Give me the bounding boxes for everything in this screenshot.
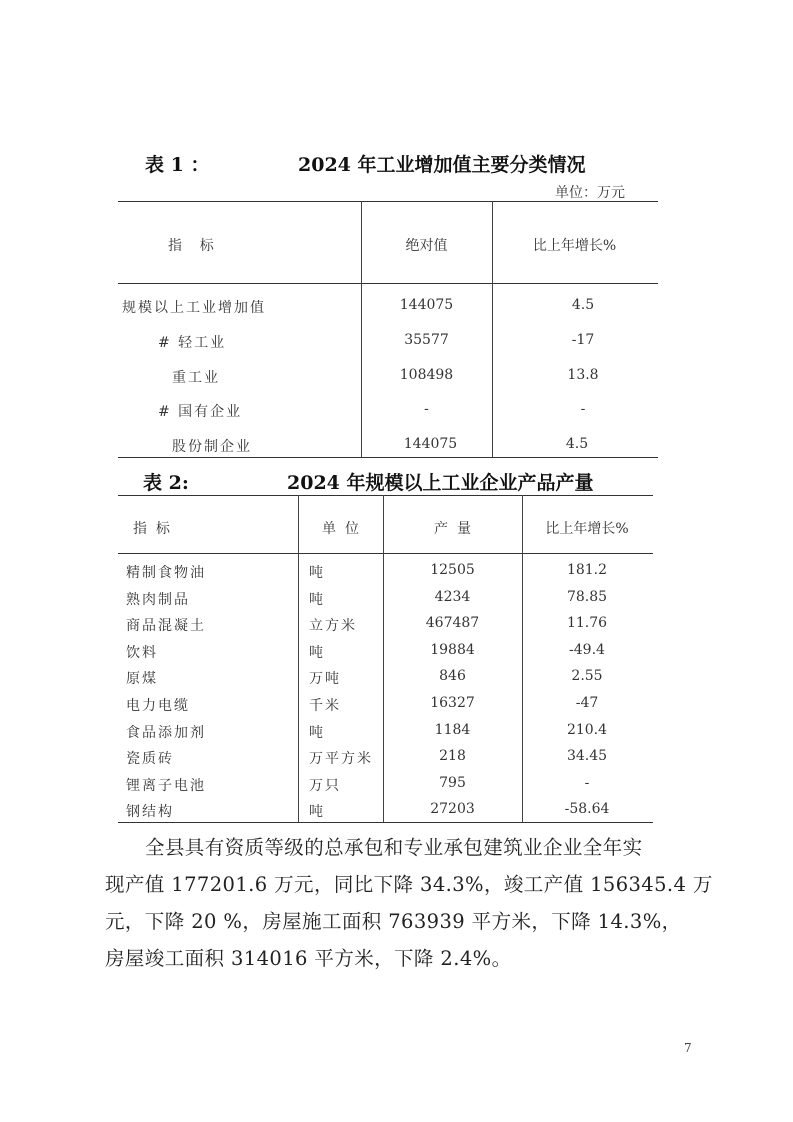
table2-header-unit: 单 位 [322,521,359,537]
paragraph-line: 元，下降 20 %，房屋施工面积 763939 平方米，下降 14.3%， [105,910,682,933]
table1-cell-growth: -17 [571,332,595,348]
table2-cell-growth: -47 [575,695,599,711]
table1-cell-indicator: # 国有企业 [158,404,243,420]
table1-title: 2024 年工业增加值主要分类情况 [298,154,586,176]
table2-col-divider [383,495,384,822]
table2-title: 2024 年规模以上工业企业产品产量 [287,472,594,494]
table2-cell-indicator: 食品添加剂 [126,725,206,741]
table2-cell-indicator: 锂离子电池 [126,778,206,794]
table2-cell-growth: 11.76 [566,615,608,631]
table1-cell-growth: 13.8 [567,367,599,383]
table1-cell-value: 108498 [399,367,454,383]
table1-unit: 单位：万元 [555,185,625,201]
table2-label: 表 2: [143,472,189,494]
table1-label: 表 1 ： [145,154,210,176]
paragraph-line: 房屋竣工面积 314016 平方米，下降 2.4%。 [105,947,512,970]
paragraph-line: 现产值 177201.6 万元，同比下降 34.3%，竣工产值 156345.4 万 [105,873,713,896]
table2-bottom-border [118,822,653,823]
table1-cell-value: 144075 [403,436,458,452]
table2-cell-unit: 万平方米 [309,751,373,767]
table1-cell-indicator: # 轻工业 [158,335,227,351]
table2-cell-growth: 78.85 [566,589,608,605]
table2-cell-output: 218 [439,748,466,764]
page-number: 7 [684,1041,692,1055]
table1-cell-indicator: 规模以上工业增加值 [122,300,266,316]
table2-cell-output: 846 [439,668,466,684]
table2-cell-indicator: 熟肉制品 [126,592,190,608]
table1-cell-indicator: 股份制企业 [172,439,252,455]
table1-cell-growth: - [580,401,586,417]
table2-col-divider [522,495,523,822]
table2-cell-unit: 吨 [309,725,325,741]
table1-cell-value: 35577 [404,332,449,348]
table2-cell-unit: 万吨 [309,671,341,687]
table2-header-growth: 比上年增长% [545,521,629,537]
table2-cell-indicator: 精制食物油 [126,565,206,581]
table2-cell-growth: -58.64 [564,801,610,817]
table2-cell-growth: 181.2 [566,562,608,578]
table2-cell-unit: 吨 [309,645,325,661]
table2-cell-output: 795 [439,775,466,791]
table1-cell-value: - [424,401,429,417]
table2-cell-unit: 吨 [309,565,325,581]
table2-header-output: 产 量 [434,521,471,537]
table2-cell-unit: 千米 [309,698,341,714]
paragraph-line: 全县具有资质等级的总承包和专业承包建筑业企业全年实 [145,836,643,859]
table1-bottom-border [118,457,658,458]
table1-cell-indicator: 重工业 [172,370,220,386]
table2-cell-unit: 吨 [309,592,325,608]
table2-cell-indicator: 商品混凝土 [126,618,206,634]
table2-cell-growth: -49.4 [569,642,605,658]
table1-header-value: 绝对值 [405,238,448,254]
table2-header-indicator: 指 标 [133,521,170,537]
table2-cell-indicator: 瓷质砖 [126,751,174,767]
table2-col-divider [298,495,299,822]
table2-cell-output: 4234 [434,589,471,605]
table1-header-indicator: 指 标 [168,238,214,254]
table2-cell-output: 16327 [430,695,475,711]
table2-cell-growth: - [584,775,590,791]
table2-cell-unit: 立方米 [309,618,357,634]
table2-cell-output: 19884 [430,642,475,658]
table2-cell-output: 467487 [425,615,480,631]
table1-cell-growth: 4.5 [565,436,589,452]
table2-cell-growth: 34.45 [566,748,608,764]
table2-cell-output: 12505 [430,562,475,578]
table2-cell-unit: 吨 [309,804,325,820]
table1-header-growth: 比上年增长% [532,238,617,254]
table2-top-border [118,495,653,496]
table2-cell-output: 1184 [434,722,471,738]
table2-cell-indicator: 饮料 [126,645,158,661]
table2-cell-growth: 210.4 [566,722,608,738]
table2-cell-indicator: 钢结构 [126,804,174,820]
table2-cell-indicator: 电力电缆 [126,698,190,714]
table2-cell-output: 27203 [430,801,475,817]
table1-header-border [118,283,658,284]
body-paragraph [105,829,713,977]
table1-cell-value: 144075 [399,297,454,313]
table2-cell-indicator: 原煤 [126,671,158,687]
table2-cell-unit: 万只 [309,778,341,794]
table1-top-border [118,201,658,202]
table2-cell-growth: 2.55 [571,668,603,684]
table2-header-border [118,553,653,554]
table1-cell-growth: 4.5 [571,297,595,313]
